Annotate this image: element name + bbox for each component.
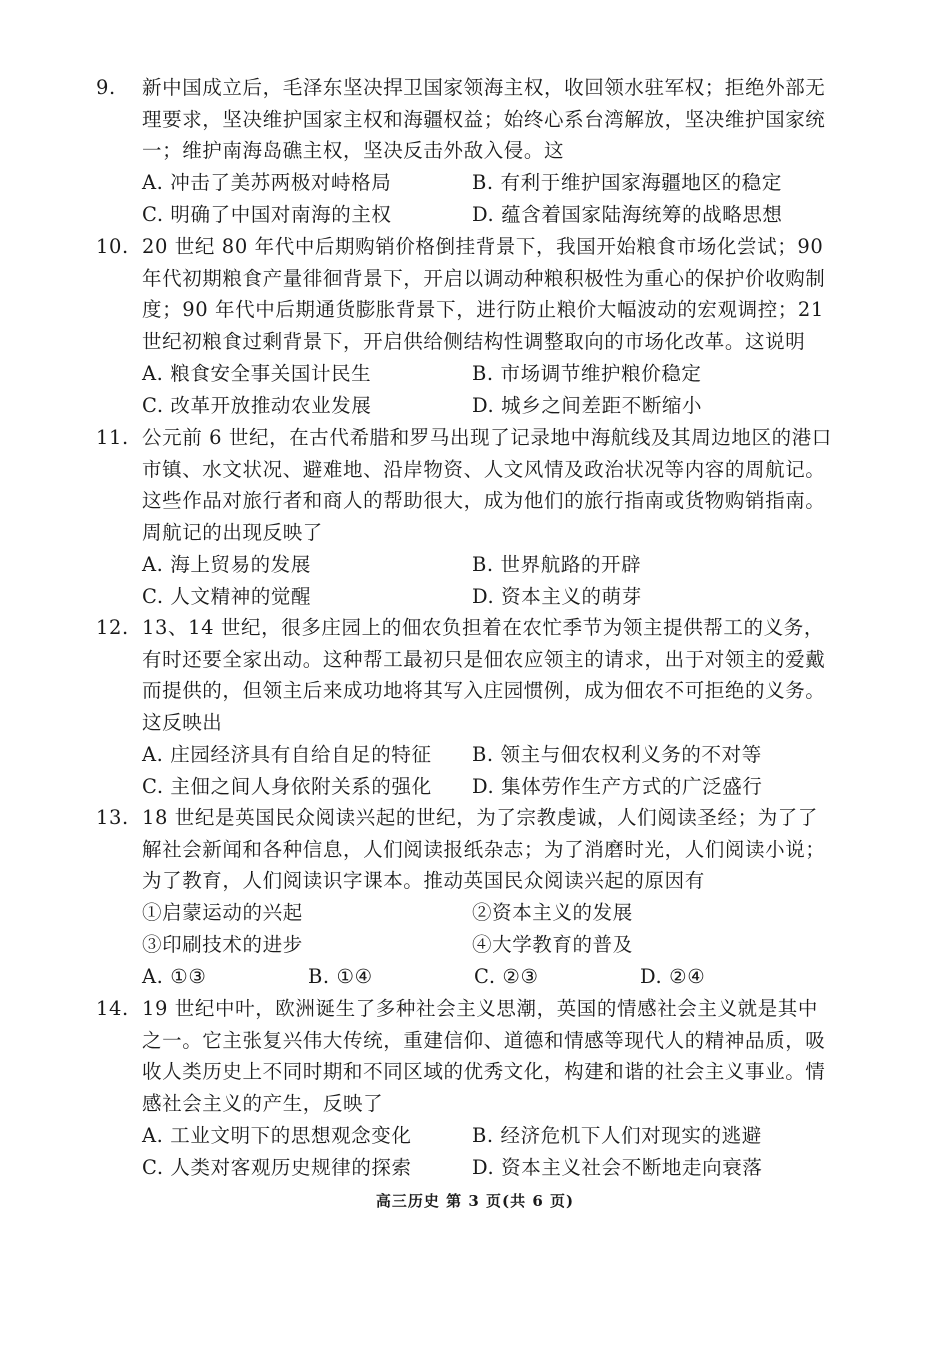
option-b: B. 有利于维护国家海疆地区的稳定 [472, 171, 782, 195]
question-number: 13. [96, 806, 129, 829]
question-number: 12. [96, 616, 129, 639]
question-stem: 公元前 6 世纪，在古代希腊和罗马出现了记录地中海航线及其周边地区的港口市镇、水文状况、避难地、沿岸物资、人文风情及政治状况等内容的周航记。这些作品对旅行者和商人的帮助很大，成为他们的旅行指南或货物购销指南。周航记的出现反映了 [142, 426, 832, 545]
options [142, 1120, 836, 1183]
question-stem: 13、14 世纪，很多庄园上的佃农负担着在农忙季节为领主提供帮工的义务，有时还要全家出动。这种帮工最初只是佃农应领主的请求，出于对领主的爱戴而提供的，但领主后来成功地将其写入庄园惯例，成为佃农不可拒绝的义务。这反映出 [142, 616, 826, 735]
question-number: 10. [96, 235, 129, 258]
statement-4: ④大学教育的普及 [472, 932, 633, 956]
question-11 [96, 422, 836, 612]
question-number: 14. [96, 997, 129, 1020]
options [142, 549, 836, 612]
option-a: A. 工业文明下的思想观念变化 [142, 1123, 412, 1147]
question-stem: 19 世纪中叶，欧洲诞生了多种社会主义思潮，英国的情感社会主义就是其中之一。它主张复兴伟大传统，重建信仰、道德和情感等现代人的精神品质，吸收人类历史上不同时期和不同区域的优秀文化，构建和谐的社会主义事业。情感社会主义的产生，反映了 [142, 997, 826, 1116]
question-stem: 18 世纪是英国民众阅读兴起的世纪，为了宗教虔诚，人们阅读圣经；为了了解社会新闻和各种信息，人们阅读报纸杂志；为了消磨时光，人们阅读小说；为了教育，人们阅读识字课本。推动英国民众阅读兴起的原因有 [142, 806, 826, 893]
option-a: A. 庄园经济具有自给自足的特征 [142, 742, 432, 766]
option-c: C. 明确了中国对南海的主权 [142, 202, 392, 226]
statement-items [142, 897, 836, 960]
question-12 [96, 612, 836, 802]
options [142, 358, 836, 421]
option-d: D. 集体劳作生产方式的广泛盛行 [472, 774, 763, 798]
page-footer: 高三历史 第 3 页(共 6 页) [375, 1192, 575, 1210]
option-d: D. ②④ [640, 964, 706, 988]
options [142, 167, 836, 230]
option-c: C. ②③ [474, 964, 539, 988]
option-b: B. 世界航路的开辟 [472, 552, 642, 576]
option-c: C. 人类对客观历史规律的探索 [142, 1155, 412, 1179]
option-c: C. 改革开放推动农业发展 [142, 393, 372, 417]
option-b: B. ①④ [308, 964, 373, 988]
question-number: 9. [96, 76, 116, 99]
question-number: 11. [96, 426, 129, 449]
option-c: C. 主佃之间人身依附关系的强化 [142, 774, 432, 798]
question-stem: 新中国成立后，毛泽东坚决捍卫国家领海主权，收回领水驻军权；拒绝外部无理要求，坚决维护国家主权和海疆权益；始终心系台湾解放，坚决维护国家统一；维护南海岛礁主权，坚决反击外敌入侵。这 [142, 76, 826, 163]
option-a: A. ①③ [142, 964, 207, 988]
question-9 [96, 72, 836, 231]
option-b: B. 经济危机下人们对现实的逃避 [472, 1123, 762, 1147]
option-a: A. 海上贸易的发展 [142, 552, 311, 576]
option-b: B. 领主与佃农权利义务的不对等 [472, 742, 762, 766]
statement-3: ③印刷技术的进步 [142, 932, 303, 956]
option-d: D. 蕴含着国家陆海统筹的战略思想 [472, 202, 783, 226]
options [142, 739, 836, 802]
option-d: D. 资本主义社会不断地走向衰落 [472, 1155, 763, 1179]
question-14 [96, 993, 836, 1183]
option-a: A. 冲击了美苏两极对峙格局 [142, 171, 392, 195]
option-d: D. 城乡之间差距不断缩小 [472, 393, 703, 417]
question-13 [96, 802, 836, 992]
statement-1: ①启蒙运动的兴起 [142, 901, 303, 925]
question-stem: 20 世纪 80 年代中后期购销价格倒挂背景下，我国开始粮食市场化尝试；90 年代初期粮食产量徘徊背景下，开启以调动种粮积极性为重心的保护价收购制度；90 年代中后期通货膨胀背景下，进行防止粮价大幅波动的宏观调控；21 世纪初粮食过剩背景下，开启供给侧结构性调整取向的市场化改革。这说明 [142, 235, 826, 354]
options [142, 961, 836, 993]
option-b: B. 市场调节维护粮价稳定 [472, 361, 702, 385]
option-d: D. 资本主义的萌芽 [472, 584, 642, 608]
option-c: C. 人文精神的觉醒 [142, 584, 312, 608]
option-a: A. 粮食安全事关国计民生 [142, 361, 372, 385]
statement-2: ②资本主义的发展 [472, 901, 633, 925]
question-10 [96, 231, 836, 421]
